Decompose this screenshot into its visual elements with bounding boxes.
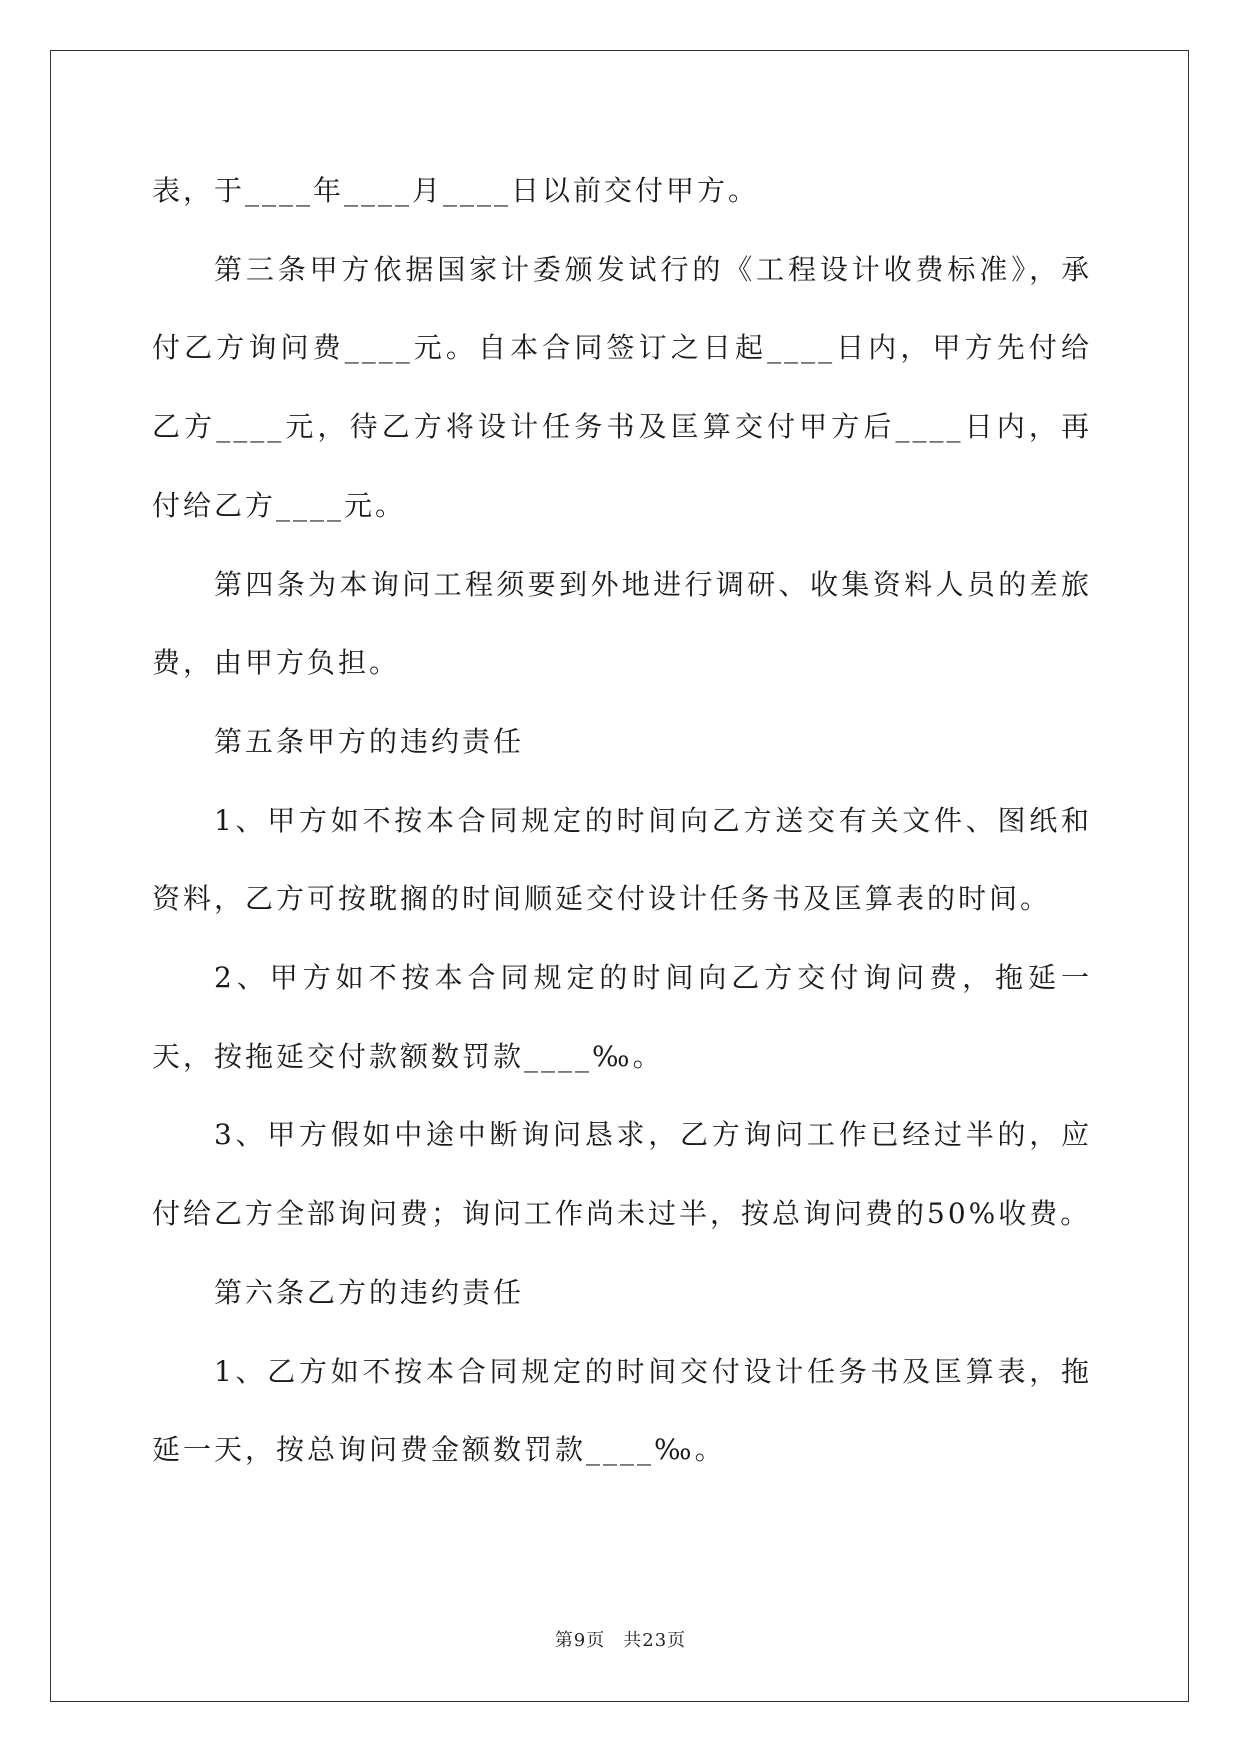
paragraph-article-6-item-1: 1、乙方如不按本合同规定的时间交付设计任务书及匡算表，拖延一天，按总询问费金额数罚款____‰。 <box>152 1354 1092 1467</box>
paragraph-article-3: 第三条甲方依据国家计委颁发试行的《工程设计收费标准》，承付乙方询问费____元。自本合同签订之日起____日内，甲方先付给乙方____元，待乙方将设计任务书及匡算交付甲方后____日内，再付给乙方____元。 <box>152 252 1092 522</box>
page-footer <box>0 1626 1241 1652</box>
page-total: 共23页 <box>623 1630 687 1651</box>
heading-article-6: 第六条乙方的违约责任 <box>214 1275 525 1309</box>
document-body <box>152 152 1092 1490</box>
paragraph-article-5-item-2: 2、甲方如不按本合同规定的时间向乙方交付询问费，拖延一天，按拖延交付款额数罚款____‰。 <box>152 961 1092 1073</box>
paragraph-article-5-item-3: 3、甲方假如中途中断询问恳求，乙方询问工作已经过半的，应付给乙方全部询问费；询问工作尚未过半，按总询问费的50%收费。 <box>152 1118 1092 1231</box>
paragraph-continuation: 表，于____年____月____日以前交付甲方。 <box>152 174 760 207</box>
page-number: 第9页 <box>554 1630 606 1651</box>
heading-article-5: 第五条甲方的违约责任 <box>214 724 525 758</box>
paragraph-article-4: 第四条为本询问工程须要到外地进行调研、收集资料人员的差旅费，由甲方负担。 <box>152 567 1092 680</box>
paragraph-article-5-item-1: 1、甲方如不按本合同规定的时间向乙方送交有关文件、图纸和资料，乙方可按耽搁的时间顺延交付设计任务书及匡算表的时间。 <box>152 803 1092 916</box>
